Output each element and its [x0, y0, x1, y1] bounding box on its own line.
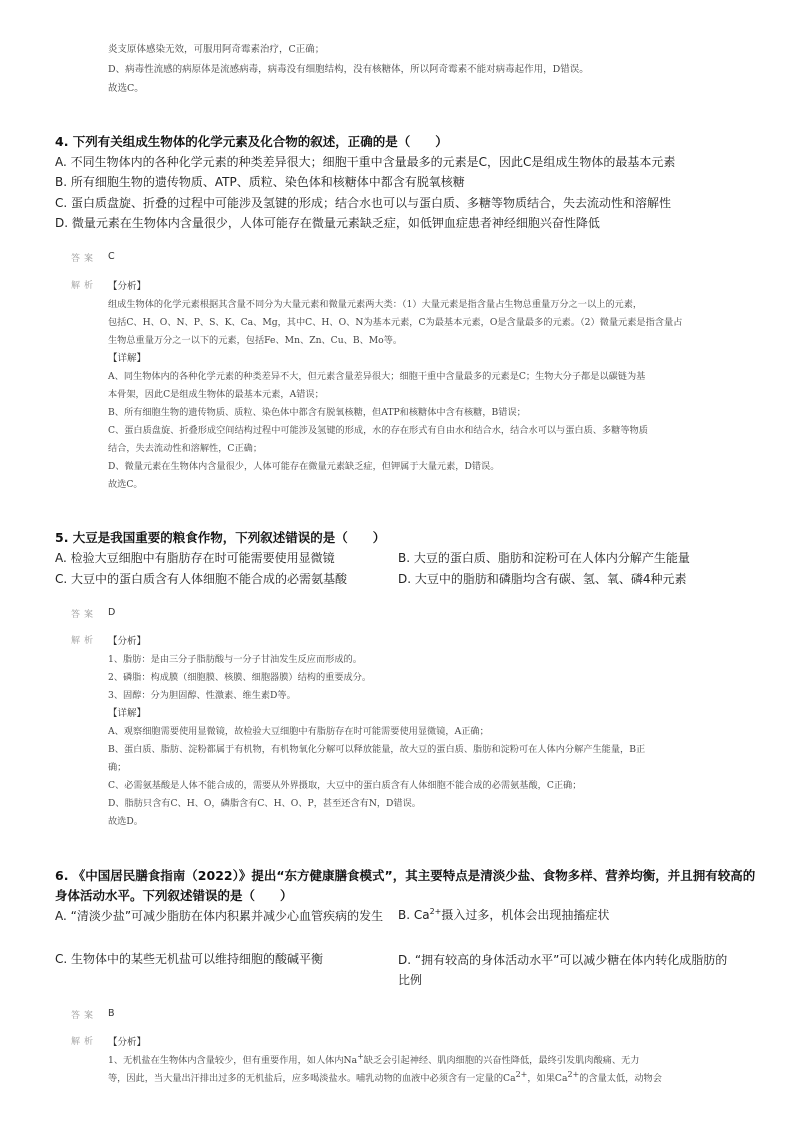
q6-option-b[interactable]: [398, 906, 609, 923]
q6-analysis-charge: +: [357, 1051, 364, 1061]
q5-analysis-line: C、必需氨基酸是人体不能合成的，需要从外界摄取，大豆中的蛋白质含有人体细胞不能合成的必需氨基酸，C正确；: [108, 780, 582, 791]
q6-analysis-text: 的含量太低，动物会: [579, 1073, 662, 1084]
q5-option-d[interactable]: D. 大豆中的脂肪和磷脂均含有碳、氢、氧、磷4种元素: [398, 572, 687, 586]
q6-analysis-line: [108, 1070, 662, 1084]
prev-analysis-line: D、病毒性流感的病原体是流感病毒，病毒没有细胞结构，没有核糖体，所以阿奇霉素不能对病毒起作用，D错误。: [108, 64, 589, 75]
prev-analysis-line: 故选C。: [108, 83, 144, 94]
q6-option-c[interactable]: C. 生物体中的某些无机盐可以维持细胞的酸碱平衡: [55, 952, 324, 966]
q5-analysis-line: 3、固醇：分为胆固醇、性激素、维生素D等。: [108, 690, 296, 701]
q5-option-c[interactable]: C. 大豆中的蛋白质含有人体细胞不能合成的必需氨基酸: [55, 572, 348, 586]
q4-analysis-line: B、所有细胞生物的遗传物质、质粒、染色体中都含有脱氧核糖，但ATP和核糖体中含有核糖，B错误；: [108, 407, 526, 418]
answer-label: 答案: [71, 1011, 98, 1021]
q6-analysis-line: 【分析】: [108, 1037, 147, 1048]
q4-option-b[interactable]: B. 所有细胞生物的遗传物质、ATP、质粒、染色体和核糖体中都含有脱氧核糖: [55, 175, 465, 189]
q5-analysis-line: 【分析】: [108, 636, 147, 647]
question-4-title: 4. 下列有关组成生物体的化学元素及化合物的叙述，正确的是（ ）: [55, 134, 448, 149]
q6-analysis-text: ，如果Ca: [527, 1073, 568, 1084]
q5-analysis-line: A、观察细胞需要使用显微镜，故检验大豆细胞中有脂肪存在时可能需要使用显微镜，A正确；: [108, 726, 489, 737]
q4-analysis-line: 生物总重量万分之一以下的元素，包括Fe、Mn、Zn、Cu、B、Mo等。: [108, 335, 403, 346]
q5-option-a[interactable]: A. 检验大豆细胞中有脂肪存在时可能需要使用显微镜: [55, 551, 335, 565]
q5-analysis-line: 故选D。: [108, 816, 143, 827]
q4-analysis-line: 【分析】: [108, 281, 147, 292]
q5-analysis-line: 1、脂肪：是由三分子脂肪酸与一分子甘油发生反应而形成的。: [108, 654, 362, 665]
q4-analysis-line: C、蛋白质盘旋、折叠形成空间结构过程中可能涉及氢键的形成，水的存在形式有自由水和结合水，结合水可以与蛋白质、多糖等物质: [108, 425, 648, 436]
q6-analysis-line: [108, 1052, 639, 1066]
q6-analysis-text: 等，因此，当大量出汗排出过多的无机盐后，应多喝淡盐水。哺乳动物的血液中必须含有一定量的Ca: [108, 1073, 516, 1084]
analysis-label: 解析: [71, 636, 98, 646]
q4-analysis-line: D、微量元素在生物体内含量很少，人体可能存在微量元素缺乏症，但钾属于大量元素，D错误。: [108, 461, 500, 472]
q4-analysis-line: 组成生物体的化学元素根据其含量不同分为大量元素和微量元素两大类：（1）大量元素是指含量占生物总重量万分之一以上的元素，: [108, 299, 643, 310]
q6-option-a[interactable]: A. “清淡少盐”可减少脂肪在体内积累并减少心血管疾病的发生: [55, 909, 384, 923]
q6-option-b-text: B. Ca: [398, 908, 430, 922]
q5-option-b[interactable]: B. 大豆的蛋白质、脂肪和淀粉可在人体内分解产生能量: [398, 551, 690, 565]
q4-analysis-line: A、同生物体内的各种化学元素的种类差异不大，但元素含量差异很大；细胞干重中含量最多的元素是C；生物大分子都是以碳链为基: [108, 371, 646, 382]
question-6-title-line-2: 身体活动水平。下列叙述错误的是（ ）: [55, 888, 293, 903]
q5-analysis-line: 2、磷脂：构成膜（细胞膜、核膜、细胞器膜）结构的重要成分。: [108, 672, 372, 683]
q4-analysis-line: 结合，失去流动性和溶解性，C正确；: [108, 443, 263, 454]
q4-option-a[interactable]: A. 不同生物体内的各种化学元素的种类差异很大；细胞干重中含量最多的元素是C，因此C是组成生物体的最基本元素: [55, 155, 676, 169]
question-5-title: 5. 大豆是我国重要的粮食作物，下列叙述错误的是（ ）: [55, 530, 386, 545]
q5-answer: D: [108, 607, 116, 618]
q4-option-d[interactable]: D. 微量元素在生物体内含量很少，人体可能存在微量元素缺乏症，如低钾血症患者神经细胞兴奋性降低: [55, 216, 600, 230]
prev-analysis-line: 炎支原体感染无效，可服用阿奇霉素治疗，C正确；: [108, 44, 325, 55]
q5-analysis-line: B、蛋白质、脂肪、淀粉都属于有机物，有机物氧化分解可以释放能量，故大豆的蛋白质、脂肪和淀粉可在人体内分解产生能量，B正: [108, 744, 646, 755]
answer-label: 答案: [71, 610, 98, 620]
q4-analysis-line: 故选C。: [108, 479, 143, 490]
analysis-label: 解析: [71, 281, 98, 291]
q4-answer: C: [108, 251, 115, 262]
q4-analysis-line: 【详解】: [108, 353, 147, 364]
q4-analysis-line: 包括C、H、O、N、P、S、K、Ca、Mg，其中C、H、O、N为基本元素，C为最基本元素，O是含量最多的元素。（2）微量元素是指含量占: [108, 317, 683, 328]
q6-analysis-charge: 2+: [567, 1069, 580, 1079]
q5-analysis-line: D、脂肪只含有C、H、O，磷脂含有C、H、O、P，甚至还含有N，D错误。: [108, 798, 421, 809]
q5-analysis-line: 【详解】: [108, 708, 147, 719]
q6-analysis-text: 缺乏会引起神经、肌肉细胞的兴奋性降低，最终引发肌肉酸痛、无力: [363, 1055, 640, 1066]
q6-answer: B: [108, 1008, 115, 1019]
answer-label: 答案: [71, 254, 98, 264]
analysis-label: 解析: [71, 1037, 98, 1047]
q6-option-b-text: 摄入过多，机体会出现抽搐症状: [441, 908, 610, 922]
q5-analysis-line: 确；: [108, 762, 127, 773]
question-6-title-line-1: 6. 《中国居民膳食指南（2022）》提出“东方健康膳食模式”，其主要特点是清淡少盐、食物多样、营养均衡，并且拥有较高的: [55, 868, 756, 883]
q6-option-b-charge: 2+: [429, 907, 442, 916]
q6-analysis-charge: 2+: [515, 1069, 528, 1079]
q4-option-c[interactable]: C. 蛋白质盘旋、折叠的过程中可能涉及氢键的形成；结合水也可以与蛋白质、多糖等物质结合，失去流动性和溶解性: [55, 196, 672, 210]
q6-option-d[interactable]: D. “拥有较高的身体活动水平”可以减少糖在体内转化成脂肪的比例: [398, 953, 728, 987]
q4-analysis-line: 本骨架，因此C是组成生物体的最基本元素，A错误；: [108, 389, 324, 400]
q6-analysis-text: 1、无机盐在生物体内含量较少，但有重要作用，如人体内Na: [108, 1055, 358, 1066]
